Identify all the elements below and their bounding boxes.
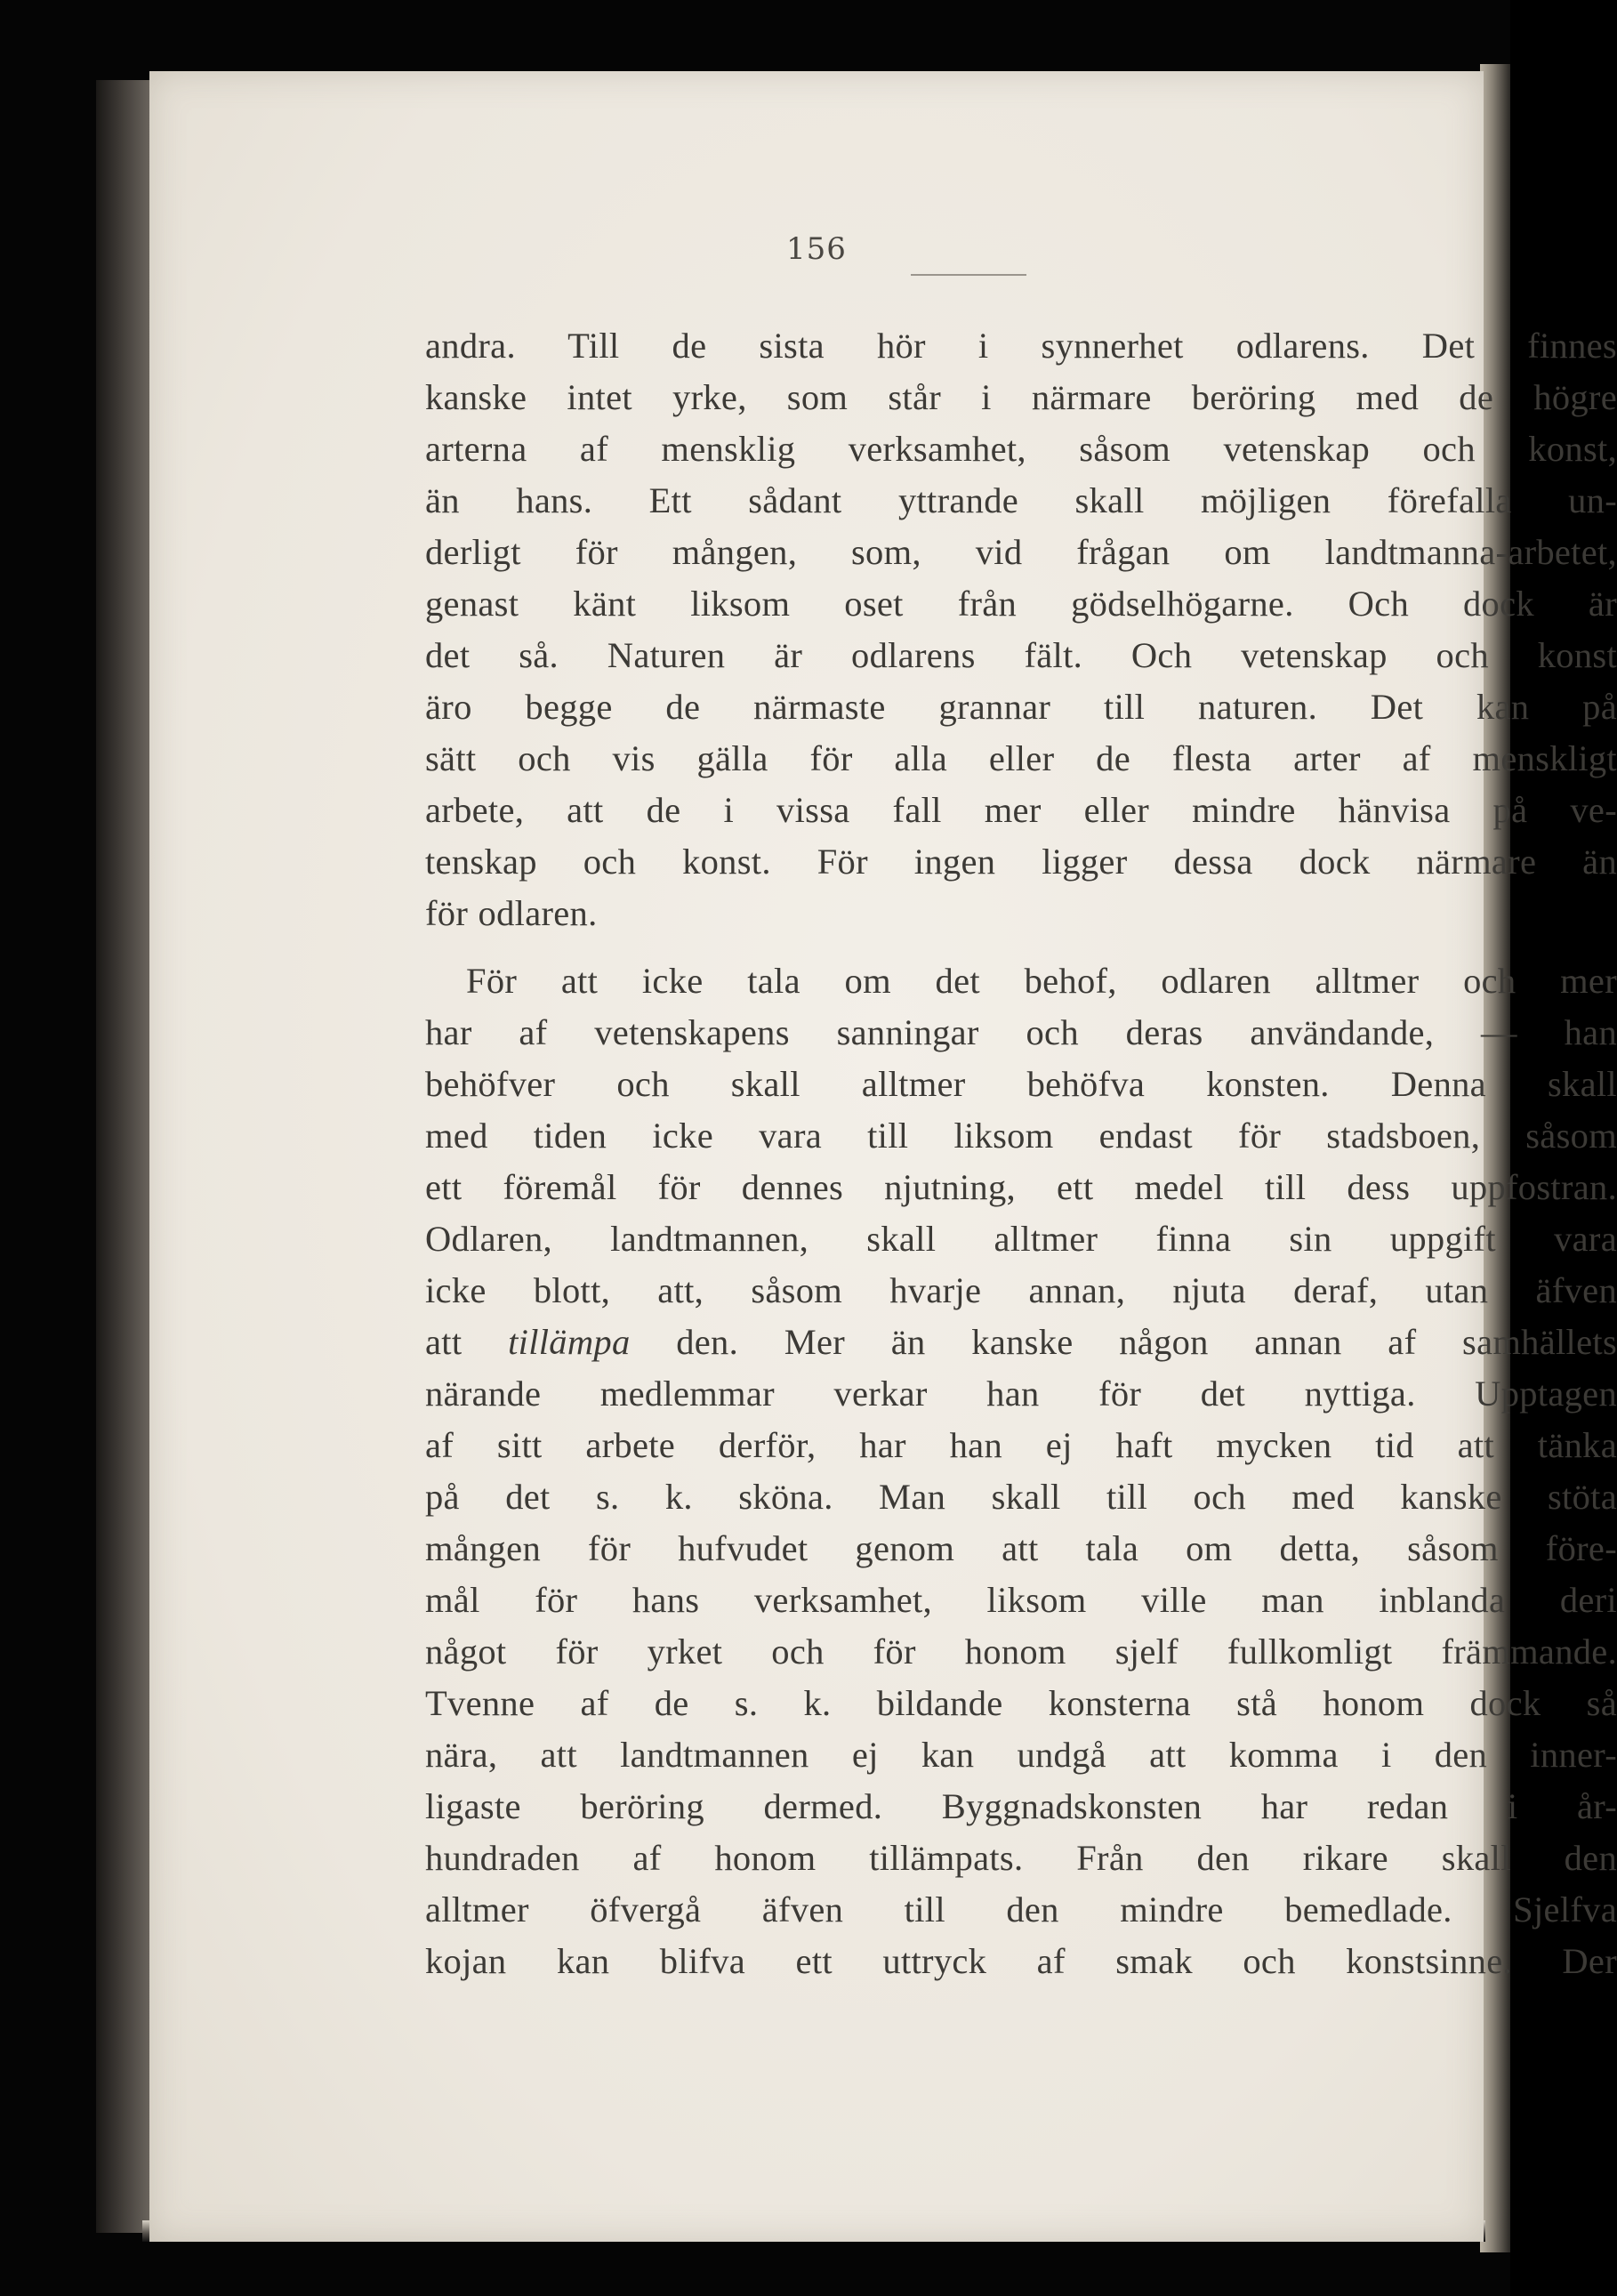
text-line-7: det så. Naturen är odlarens fält. Och vetenskap och konst — [425, 635, 1617, 675]
book-binding-edge-left — [96, 80, 149, 2233]
text-line-24: mången för hufvudet genom att tala om detta, såsom före- — [425, 1528, 1617, 1568]
text-line-30: hundraden af honom tillämpats. Från den rikare skall den — [425, 1838, 1617, 1878]
text-line-9: sätt och vis gälla för alla eller de flesta arter af menskligt — [425, 738, 1617, 778]
text-line-21: närande medlemmar verkar han för det nyttiga. Upptagen — [425, 1374, 1617, 1414]
page-number-rule — [911, 274, 1026, 276]
text-line-6: genast känt liksom oset från gödselhögarne. Och dock är — [425, 584, 1617, 624]
text-line-4: än hans. Ett sådant yttrande skall möjligen förefalla un- — [425, 480, 1617, 520]
text-line-32: kojan kan blifva ett uttryck af smak och konstsinne. Der — [425, 1941, 1617, 1981]
text-line-1: andra. Till de sista hör i synnerhet odlarens. Det finnes — [425, 326, 1617, 366]
book-page — [149, 71, 1617, 2242]
text-line-2: kanske intet yrke, som står i närmare beröring med de högre — [425, 377, 1617, 417]
text-line-18: Odlaren, landtmannen, skall alltmer finna sin uppgift vara — [425, 1219, 1617, 1259]
text-line-22: af sitt arbete derför, har han ej haft mycken tid att tänka — [425, 1425, 1617, 1465]
text-line-23: på det s. k. sköna. Man skall till och med kanske stöta — [425, 1477, 1617, 1517]
text-line-20 — [425, 1317, 1617, 1368]
text-line-17: ett föremål för dennes njutning, ett medel till dess uppfostran. — [425, 1167, 1617, 1207]
text-line-19: icke blott, att, såsom hvarje annan, njuta deraf, utan äfven — [425, 1270, 1617, 1310]
text-line-28: nära, att landtmannen ej kan undgå att komma i den inner- — [425, 1735, 1617, 1775]
text-line-31: alltmer öfvergå äfven till den mindre bemedlade. Sjelfva — [425, 1889, 1617, 1929]
page-number: 156 — [786, 231, 847, 267]
emphasis-tillampa: tillämpa — [508, 1322, 631, 1362]
text-line-20-end: den. Mer än kanske någon annan af samhällets — [676, 1322, 1617, 1362]
text-line-20-start: att — [425, 1322, 463, 1362]
text-line-14: har af vetenskapens sanningar och deras användande, — han — [425, 1012, 1617, 1052]
text-line-16: med tiden icke vara till liksom endast för stadsboen, såsom — [425, 1116, 1617, 1156]
text-line-26: något för yrket och för honom sjelf fullkomligt främmande. — [425, 1631, 1617, 1672]
text-line-25: mål för hans verksamhet, liksom ville man inblanda deri — [425, 1580, 1617, 1620]
text-line-8: äro begge de närmaste grannar till naturen. Det kan på — [425, 687, 1617, 727]
text-line-11: tenskap och konst. För ingen ligger dessa dock närmare än — [425, 842, 1617, 882]
text-line-10: arbete, att de i vissa fall mer eller mindre hänvisa på ve- — [425, 790, 1617, 830]
text-line-5: derligt för mången, som, vid frågan om landtmanna-arbetet, — [425, 532, 1617, 572]
text-line-3: arterna af mensklig verksamhet, såsom vetenskap och konst, — [425, 429, 1617, 469]
text-line-27: Tvenne af de s. k. bildande konsterna stå honom dock så — [425, 1683, 1617, 1723]
text-line-29: ligaste beröring dermed. Byggnadskonsten har redan i år- — [425, 1786, 1617, 1826]
text-line-12: för odlaren. — [425, 893, 598, 933]
text-line-15: behöfver och skall alltmer behöfva konsten. Denna skall — [425, 1064, 1617, 1104]
text-line-13: För att icke tala om det behof, odlaren alltmer och mer — [466, 961, 1617, 1001]
